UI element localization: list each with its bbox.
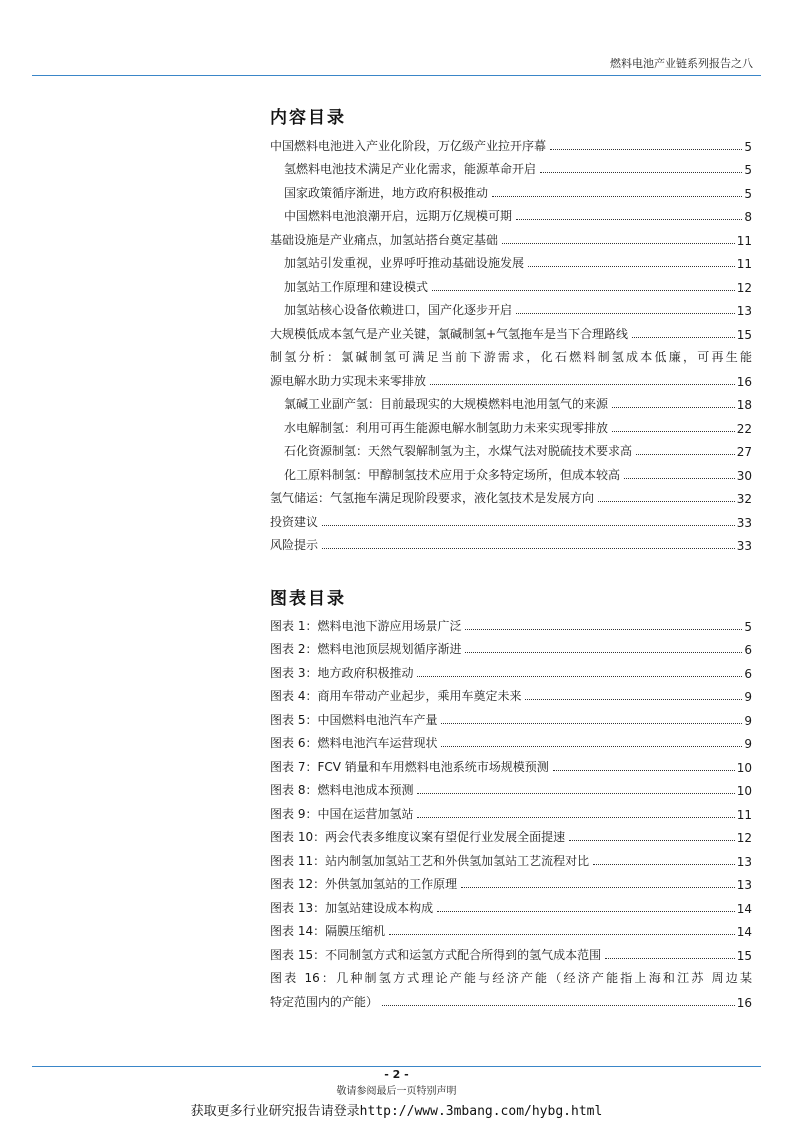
toc-entry[interactable] xyxy=(270,634,752,658)
disclaimer-note: 敬请参阅最后一页特别声明 xyxy=(336,1086,457,1097)
toc-leader-dots xyxy=(593,864,735,865)
header-divider xyxy=(32,75,761,76)
toc-entry-page: 5 xyxy=(744,186,752,201)
toc-entry-label: 图表 14：隔膜压缩机 xyxy=(270,924,386,938)
figures-list xyxy=(270,610,752,1010)
toc-leader-dots xyxy=(417,676,742,677)
toc-entry[interactable] xyxy=(270,271,752,295)
toc-entry[interactable] xyxy=(270,248,752,272)
toc-leader-dots xyxy=(569,840,735,841)
toc-entry[interactable] xyxy=(270,798,752,822)
toc-entry-label: 特定范围内的产能） xyxy=(270,994,379,1009)
toc-entry-label: 图表 7：FCV 销量和车用燃料电池系统市场规模预测 xyxy=(270,759,549,774)
toc-leader-dots xyxy=(612,431,735,432)
toc-entry-label: 图表 6：燃料电池汽车运营现状 xyxy=(270,736,438,750)
toc-leader-dots xyxy=(465,629,742,630)
toc-entry-page: 9 xyxy=(744,737,752,751)
toc-entry-page: 33 xyxy=(736,515,752,530)
toc-leader-dots xyxy=(528,266,735,267)
toc-leader-dots xyxy=(502,243,735,244)
toc-entry-page: 6 xyxy=(744,666,752,681)
toc-entry-page: 12 xyxy=(736,831,752,845)
toc-entry-page: 15 xyxy=(736,948,752,963)
toc-entry-label: 国家政策循序渐进，地方政府积极推动 xyxy=(270,184,490,201)
toc-entry-page: 30 xyxy=(736,468,752,483)
toc-entry-page: 9 xyxy=(744,713,752,728)
toc-entry-label: 制氢分析：氯碱制氢可满足当前下游需求，化石燃料制氢成本低廉，可再生能 xyxy=(270,350,752,364)
toc-entry-page: 10 xyxy=(736,760,752,775)
toc-leader-dots xyxy=(461,887,735,888)
toc-entry-page: 13 xyxy=(736,854,752,869)
toc-entry-label: 图表 16：几种制氢方式理论产能与经济产能（经济产能指上海和江苏 周边某 xyxy=(270,971,752,985)
toc-entry-label: 氯碱工业副产氢：目前最现实的大规模燃料电池用氢气的来源 xyxy=(270,395,610,412)
toc-entry[interactable] xyxy=(270,869,752,893)
toc-entry[interactable] xyxy=(270,224,752,248)
toc-entry-label: 源电解水助力实现未来零排放 xyxy=(270,373,427,388)
toc-entry-label: 化工原料制氢：甲醇制氢技术应用于众多特定场所，但成本较高 xyxy=(270,466,622,483)
toc-entry-label: 图表 8：燃料电池成本预测 xyxy=(270,783,414,797)
toc-leader-dots xyxy=(553,770,735,771)
toc-leader-dots xyxy=(432,290,735,291)
toc-entry-page: 27 xyxy=(736,445,752,459)
toc-leader-dots xyxy=(417,817,734,818)
toc-entry-page: 16 xyxy=(736,995,752,1010)
toc-leader-dots xyxy=(441,723,742,724)
toc-entry-label: 加氢站工作原理和建设模式 xyxy=(270,278,430,295)
toc-entry-page: 15 xyxy=(736,327,752,342)
toc-entry[interactable] xyxy=(270,154,752,178)
toc-entry-page: 13 xyxy=(736,878,752,892)
toc-leader-dots xyxy=(322,525,735,526)
toc-entry-label: 图表 12：外供氢加氢站的工作原理 xyxy=(270,877,458,891)
toc-entry-page: 9 xyxy=(744,690,752,704)
toc-entry-label: 图表 13：加氢站建设成本构成 xyxy=(270,900,434,915)
toc-entry-page: 5 xyxy=(744,163,752,177)
toc-entry[interactable] xyxy=(270,506,752,530)
toc-entry[interactable] xyxy=(270,412,752,436)
toc-entry-label: 氢气储运：气氢拖车满足现阶段要求，液化氢技术是发展方向 xyxy=(270,491,595,505)
promo-link[interactable]: 获取更多行业研究报告请登录http://www.3mbang.com/hybg.html xyxy=(190,1104,603,1119)
toc-entry-label: 加氢站引发重视，业界呼吁推动基础设施发展 xyxy=(270,254,526,271)
toc-entry-label: 风险提示 xyxy=(270,538,319,552)
toc-entry[interactable] xyxy=(270,459,752,483)
toc-entry-label: 图表 10：两会代表多维度议案有望促行业发展全面提速 xyxy=(270,830,566,844)
toc-leader-dots xyxy=(441,746,742,747)
toc-entry-label: 氢燃料电池技术满足产业化需求，能源革命开启 xyxy=(270,160,538,177)
toc-entry-label: 图表 2：燃料电池顶层规划循序渐进 xyxy=(270,642,462,656)
toc-entry-label: 图表 15：不同制氢方式和运氢方式配合所得到的氢气成本范围 xyxy=(270,947,602,962)
toc-entry-page: 14 xyxy=(736,901,752,916)
toc-entry-label: 石化资源制氢：天然气裂解制氢为主，水煤气法对脱硫技术要求高 xyxy=(270,442,634,459)
toc-entry[interactable] xyxy=(270,892,752,916)
toc-leader-dots xyxy=(465,652,742,653)
toc-entry[interactable] xyxy=(270,657,752,681)
toc-entry-page: 14 xyxy=(736,925,752,939)
toc-entry-page: 10 xyxy=(736,784,752,798)
toc-entry[interactable] xyxy=(270,530,752,554)
toc-entry-page: 32 xyxy=(736,492,752,506)
toc-leader-dots xyxy=(417,793,734,794)
toc-entry[interactable] xyxy=(270,822,752,846)
toc-entry-label: 中国燃料电池浪潮开启，远期万亿规模可期 xyxy=(270,207,514,224)
toc-entry-page: 11 xyxy=(736,807,752,822)
toc-entry[interactable] xyxy=(270,939,752,963)
toc-entry[interactable] xyxy=(270,318,752,342)
toc-entry-page: 12 xyxy=(736,280,752,295)
toc-entry-label: 投资建议 xyxy=(270,514,319,529)
toc-leader-dots xyxy=(437,911,735,912)
toc-entry-page: 22 xyxy=(736,421,752,436)
toc-entry-page: 6 xyxy=(744,643,752,657)
toc-leader-dots xyxy=(636,454,735,455)
toc-leader-dots xyxy=(540,172,742,173)
toc-entry-label: 图表 11：站内制氢加氢站工艺和外供氢加氢站工艺流程对比 xyxy=(270,853,590,868)
toc-leader-dots xyxy=(430,384,735,385)
toc-entry[interactable] xyxy=(270,389,752,413)
toc-entry[interactable] xyxy=(270,610,752,634)
toc-entry[interactable] xyxy=(270,775,752,799)
report-series-title: 燃料电池产业链系列报告之八 xyxy=(610,57,753,70)
toc-entry-label: 加氢站核心设备依赖进口，国产化逐步开启 xyxy=(270,301,514,318)
toc-entry-page: 16 xyxy=(736,374,752,389)
toc-entry[interactable] xyxy=(270,436,752,460)
toc-entry-continuation[interactable] xyxy=(270,365,752,389)
toc-leader-dots xyxy=(605,958,735,959)
toc-entry-label: 水电解制氢：利用可再生能源电解水制氢助力未来实现零排放 xyxy=(270,419,610,436)
page-number: - 2 - xyxy=(384,1068,409,1081)
toc-entry-page: 13 xyxy=(736,304,752,318)
toc-entry-label: 大规模低成本氢气是产业关键，氯碱制氢+气氢拖车是当下合理路线 xyxy=(270,326,629,341)
toc-leader-dots xyxy=(624,478,735,479)
toc-entry-page: 5 xyxy=(744,619,752,634)
toc-entry[interactable] xyxy=(270,963,752,987)
footer-divider xyxy=(32,1066,761,1067)
toc-leader-dots xyxy=(525,699,742,700)
toc-entry-continuation[interactable] xyxy=(270,986,752,1010)
toc-entry[interactable] xyxy=(270,845,752,869)
toc-entry-label: 图表 5：中国燃料电池汽车产量 xyxy=(270,712,438,727)
toc-entry-page: 8 xyxy=(744,210,752,224)
toc-entry[interactable] xyxy=(270,681,752,705)
contents-title: 内容目录 xyxy=(270,108,346,128)
toc-entry[interactable] xyxy=(270,130,752,154)
toc-entry-page: 11 xyxy=(736,233,752,248)
toc-leader-dots xyxy=(550,149,742,150)
toc-entry[interactable] xyxy=(270,295,752,319)
toc-entry-page: 18 xyxy=(736,398,752,412)
toc-leader-dots xyxy=(612,407,735,408)
toc-leader-dots xyxy=(516,313,735,314)
toc-entry-label: 中国燃料电池进入产业化阶段，万亿级产业拉开序幕 xyxy=(270,138,547,153)
toc-entry-label: 图表 4：商用车带动产业起步，乘用车奠定未来 xyxy=(270,689,522,703)
toc-entry[interactable] xyxy=(270,342,752,366)
toc-entry-label: 图表 1：燃料电池下游应用场景广泛 xyxy=(270,618,462,633)
toc-entry[interactable] xyxy=(270,704,752,728)
toc-entry-label: 图表 3：地方政府积极推动 xyxy=(270,665,414,680)
toc-entry[interactable] xyxy=(270,201,752,225)
toc-entry[interactable] xyxy=(270,916,752,940)
toc-entry-page: 11 xyxy=(736,257,752,271)
toc-entry-label: 基础设施是产业痛点，加氢站搭台奠定基础 xyxy=(270,232,499,247)
toc-entry-page: 5 xyxy=(744,139,752,154)
figures-title: 图表目录 xyxy=(270,589,346,609)
toc-leader-dots xyxy=(516,219,742,220)
toc-entry[interactable] xyxy=(270,728,752,752)
toc-entry-label: 图表 9：中国在运营加氢站 xyxy=(270,806,414,821)
toc-leader-dots xyxy=(382,1005,735,1006)
toc-entry-page: 33 xyxy=(736,539,752,553)
toc-leader-dots xyxy=(492,196,742,197)
toc-entry[interactable] xyxy=(270,751,752,775)
toc-entry[interactable] xyxy=(270,483,752,507)
toc-leader-dots xyxy=(389,934,735,935)
toc-leader-dots xyxy=(632,337,735,338)
toc-leader-dots xyxy=(322,548,735,549)
contents-list xyxy=(270,130,752,553)
toc-leader-dots xyxy=(598,501,735,502)
toc-entry[interactable] xyxy=(270,177,752,201)
